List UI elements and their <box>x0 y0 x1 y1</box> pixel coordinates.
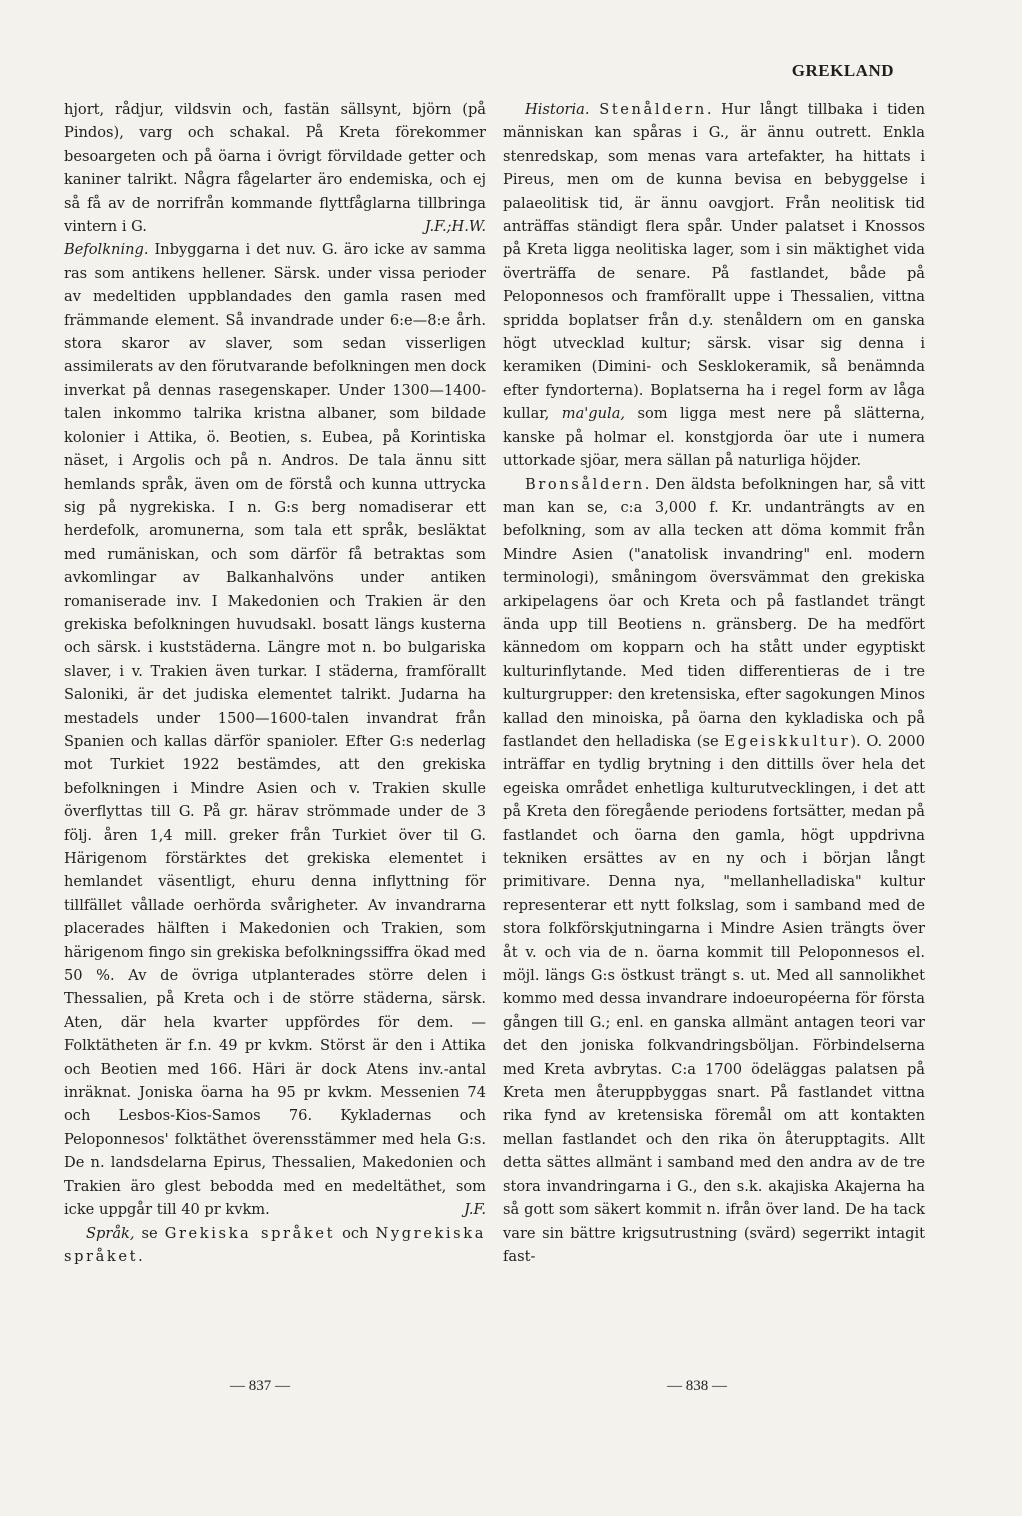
author-signature: J.F.;H.W. <box>424 218 486 236</box>
sprak-text: se <box>134 1224 165 1242</box>
befolkning-text: Inbyggarna i det nuv. G. äro icke av samma ras som antikens hellener. Särsk. under vissa perioder av medeltiden uppblandades den gamla rasen med främmande element. Så invandrade under 6:e—8:e årh. stora skaror av slaver, som sedan visserligen assimilerats av den förutvarande befolkningen men dock inverkat på dennas rasegenskaper. Under 1300—1400-talen inkommo talrika kristna albaner, som bildade kolonier i Attika, ö. Beotien, s. Eubea, på Korintiska näset, i Argolis och på n. Andros. De tala ännu sitt hemlands språk, även om de förstå och kunna uttrycka sig på nygrekiska. I n. G:s berg nomadiserar ett herdefolk, aromunerna, som tala ett språk, besläktat med rumäniskan, och som därför få betraktas som avkomlingar av Balkanhalvöns under antiken romaniserade inv. I Makedonien och Trakien är den grekiska befolkningen huvudsakl. bosatt längs kusterna och särsk. i kuststäderna. Längre mot n. bo bulgariska slaver, i v. Trakien även turkar. I städerna, framförallt Saloniki, är det judiska elementet talrikt. Judarna ha mestadels under 1500—1600-talen invandrat från Spanien och kallas därför spanioler. Efter G:s nederlag mot Turkiet 1922 bestämdes, att den grekiska befolkningen i Mindre Asien och v. Trakien skulle överflyttas till G. På gr. härav strömmade under de 3 följ. åren 1,4 mill. greker från Turkiet över til G. Härigenom förstärktes det grekiska elementet i hemlandet väsentligt, ehuru denna inflyttning för tillfället vållade oerhörda svårigheter. Av invandrarna placerades hälften i Makedonien och Trakien, som härigenom fingo sin grekiska befolkningssiffra ökad med 50 %. Av de övriga utplanterades större delen i Thessalien, på Kreta och i de större städerna, särsk. Aten, där hela kvarter uppfördes för dem. — Folktätheten är f.n. 49 pr kvkm. Störst är den i Attika och Beotien med 166. Häri är dock Atens inv.-antal inräknat. Joniska öarna ha 95 pr kvkm. Messenien 74 och Lesbos-Kios-Samos 76. Kykladernas och Peloponnesos' folktäthet överensstämmer med hela G:s. De n. landsdelarna Epirus, Thessalien, Makedonien och Trakien äro glest bebodda med en medeltäthet, som icke uppgår till 40 pr kvkm. <box>64 241 486 1219</box>
paragraph-stenaldern <box>503 98 925 473</box>
paragraph-sprak <box>64 1222 486 1269</box>
section-keyword-historia: Historia. <box>525 101 590 118</box>
author-signature: J.F. <box>464 1201 486 1219</box>
subsection-heading: Stenåldern <box>599 101 707 118</box>
running-header: GREKLAND <box>791 61 894 80</box>
subsection-heading: Bronsåldern <box>525 475 645 493</box>
section-keyword-sprak: Språk, <box>86 1224 135 1242</box>
paragraph-fauna <box>64 98 486 238</box>
bronsaldern-text: ). O. 2000 inträffar en tydlig brytning i den dittills över hela det egeiska området enhetliga kulturutvecklingen, i det att på Kreta den föregående periodens fortsätter, medan på fastlandet och öarna den gamla, högt uppdrivna tekniken ersättes av en ny och i början långt primitivare. Denna nya, "mellanhelladiska" kultur representerar ett nytt folkslag, som i samband med de stora folkförskjutningarna i Mindre Asien trängts över åt v. och via de n. öarna kommit till Peloponnesos el. möjl. längs G:s östkust trängt s. ut. Med all sannolikhet kommo med dessa invandrare indoeuropéerna för första gången till G.; enl. en ganska allmänt antagen teori var det den joniska folkvandringsböljan. Förbindelserna med Kreta avbrytas. C:a 1700 ödeläggas palatsen på Kreta men återuppbyggas snart. På fastlandet vittna rika fynd av kretensiska föremål om att kontakten mellan fastlandet och den rika ön återupptagits. Allt detta sättes allmänt i samband med den andra av de tre stora invandringarna i G., den s.k. akajiska Akajerna ha så gott som säkert kommit n. ifrån över land. De ha tack vare sin bättre krigsutrustning (svärd) segerrikt intagit fast- <box>503 732 926 1265</box>
stenaldern-text: som ligga mest nere på slätterna, kanske på holmar el. konstgjorda öar ute i numera uttorkade sjöar, mera sällan på naturliga höjder. <box>503 405 925 470</box>
paragraph-befolkning <box>64 238 486 1221</box>
cross-reference: Nygrekiska språket <box>64 1224 486 1265</box>
paragraph-bronsaldern <box>503 473 925 1269</box>
cross-reference: Egeiskkultur <box>724 732 851 750</box>
term-magula: ma'gula, <box>561 405 626 423</box>
right-column <box>503 98 925 1268</box>
page-number-right: — 838 — <box>667 1378 727 1394</box>
stenaldern-text: . Hur långt tillbaka i tiden människan kan spåras i G., är ännu outrett. Enkla stenredskap, som menas vara artefakter, ha hittats i Pireus, men om de kunna bevisa en bebyggelse i palaeolitisk tid, är ännu oavgjort. Från neolitisk tid anträffas ständigt flera spår. Under palatset i Knossos på Kreta ligga neolitiska lager, som i sin mäktighet vida överträffa de senare. På fastlandet, både på Peloponnesos och framförallt uppe i Thessalien, vittna spridda boplatser från d.y. stenåldern om en ganska högt utvecklad kultur; särsk. visar sig denna i keramiken (Dimini- och Sesklokeramik, så benämnda efter fyndorterna). Boplatserna ha i regel form av låga kullar, <box>503 101 925 423</box>
cross-reference: Grekiska språket <box>164 1224 336 1242</box>
sprak-text: . <box>138 1247 143 1265</box>
fauna-text: hjort, rådjur, vildsvin och, fastän sällsynt, björn (på Pindos), varg och schakal. På Kreta förekommer besoargeten och på öarna i övrigt förvildade getter och kaniner talrikt. Några fågelarter äro endemiska, och ej så få av de norrifrån kommande flyttfåglarna tillbringa vintern i G. <box>64 101 486 236</box>
left-column <box>64 98 486 1268</box>
sprak-text: och <box>335 1224 376 1242</box>
bronsaldern-text: . Den äldsta befolkningen har, så vitt man kan se, c:a 3,000 f. Kr. undanträngts av en befolkning, som av alla tecken att döma kommit från Mindre Asien ("anatolisk invandring" enl. modern terminologi), småningom översvämmat den grekiska arkipelagens öar och Kreta och på fastlandet trängt ända upp till Beotiens n. gränsberg. De ha medfört kännedom om kopparn och ha stått under egyptiskt kulturinflytande. Med tiden differentieras de i tre kulturgrupper: den kretensiska, efter sagokungen Minos kallad den minoiska, på öarna den kykladiska och på fastlandet den helladiska (se <box>503 475 925 750</box>
page-number-left: — 837 — <box>230 1378 290 1394</box>
section-keyword-befolkning: Befolkning. <box>64 241 149 259</box>
